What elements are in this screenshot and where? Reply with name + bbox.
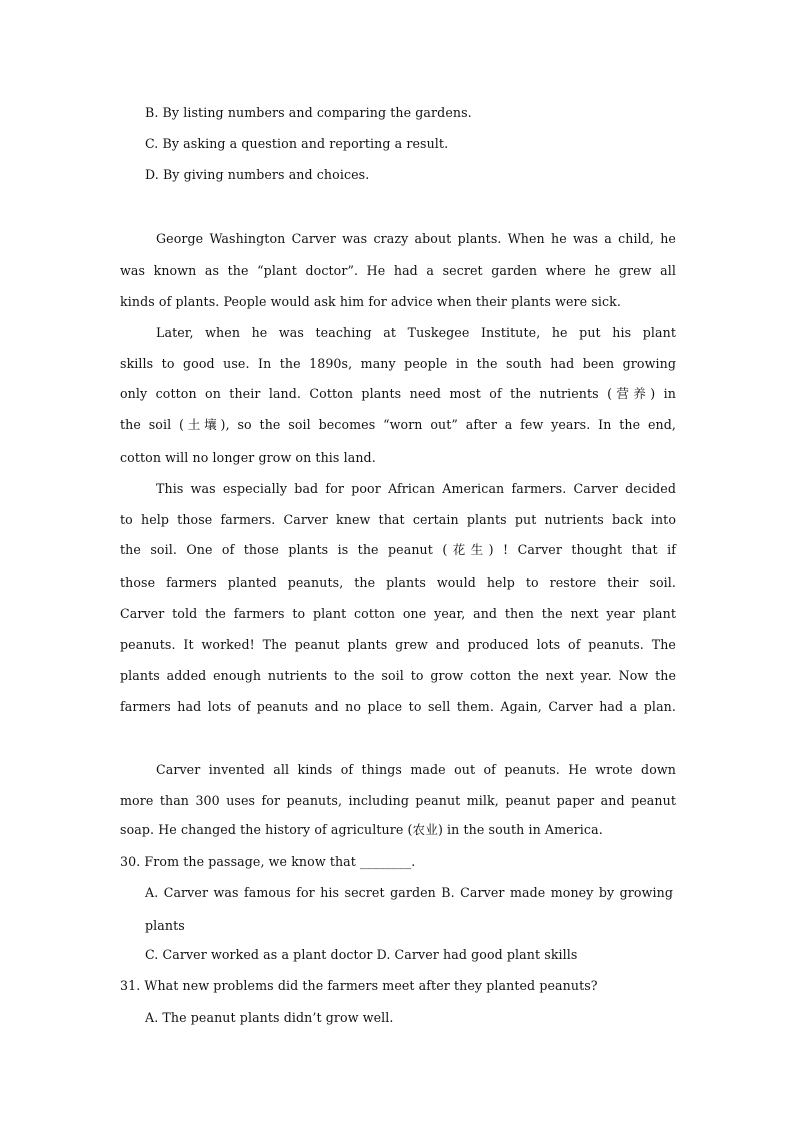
question-31-stem: 31. What new problems did the farmers meet after they planted peanuts? bbox=[120, 978, 598, 993]
option-b: B. By listing numbers and comparing the gardens. bbox=[145, 105, 472, 120]
passage-p3-line3: the soil. One of those plants is the peanut (花生) ! Carver thought that if bbox=[120, 542, 676, 557]
passage-p3-line5: Carver told the farmers to plant cotton one year, and then the next year plant bbox=[120, 606, 676, 621]
passage-p4-line3: soap. He changed the history of agriculture (农业) in the south in America. bbox=[120, 822, 603, 837]
passage-p3-line8: farmers had lots of peanuts and no place to sell them. Again, Carver had a plan. bbox=[120, 699, 676, 714]
question-30-options-cd: C. Carver worked as a plant doctor D. Carver had good plant skills bbox=[145, 947, 578, 962]
passage-p2-line2: skills to good use. In the 1890s, many people in the south had been growing bbox=[120, 356, 676, 371]
passage-p3-line1: This was especially bad for poor African American farmers. Carver decided bbox=[156, 481, 676, 496]
question-30-stem: 30. From the passage, we know that ________. bbox=[120, 854, 416, 869]
question-30-option-b-cont: plants bbox=[145, 918, 185, 933]
passage-p3-line6: peanuts. It worked! The peanut plants grew and produced lots of peanuts. The bbox=[120, 637, 676, 652]
passage-p2-line1: Later, when he was teaching at Tuskegee Institute, he put his plant bbox=[156, 325, 676, 340]
passage-p2-line5: cotton will no longer grow on this land. bbox=[120, 450, 376, 465]
passage-p1-line3: kinds of plants. People would ask him for advice when their plants were sick. bbox=[120, 294, 621, 309]
passage-p3-line7: plants added enough nutrients to the soil to grow cotton the next year. Now the bbox=[120, 668, 676, 683]
question-31-option-a: A. The peanut plants didn’t grow well. bbox=[145, 1010, 394, 1025]
option-d: D. By giving numbers and choices. bbox=[145, 167, 370, 182]
question-30-options-ab: A. Carver was famous for his secret garden B. Carver made money by growing bbox=[145, 885, 673, 900]
passage-p2-line4: the soil (土壤), so the soil becomes “worn out” after a few years. In the end, bbox=[120, 417, 676, 432]
passage-p1-line1: George Washington Carver was crazy about plants. When he was a child, he bbox=[156, 231, 676, 246]
passage-p4-line1: Carver invented all kinds of things made out of peanuts. He wrote down bbox=[156, 762, 676, 777]
passage-p4-line2: more than 300 uses for peanuts, including peanut milk, peanut paper and peanut bbox=[120, 793, 676, 808]
passage-p3-line2: to help those farmers. Carver knew that certain plants put nutrients back into bbox=[120, 512, 676, 527]
passage-p3-line4: those farmers planted peanuts, the plants would help to restore their soil. bbox=[120, 575, 676, 590]
passage-p1-line2: was known as the “plant doctor”. He had a secret garden where he grew all bbox=[120, 263, 676, 278]
option-c: C. By asking a question and reporting a result. bbox=[145, 136, 449, 151]
passage-p2-line3: only cotton on their land. Cotton plants need most of the nutrients (营养) in bbox=[120, 386, 676, 401]
